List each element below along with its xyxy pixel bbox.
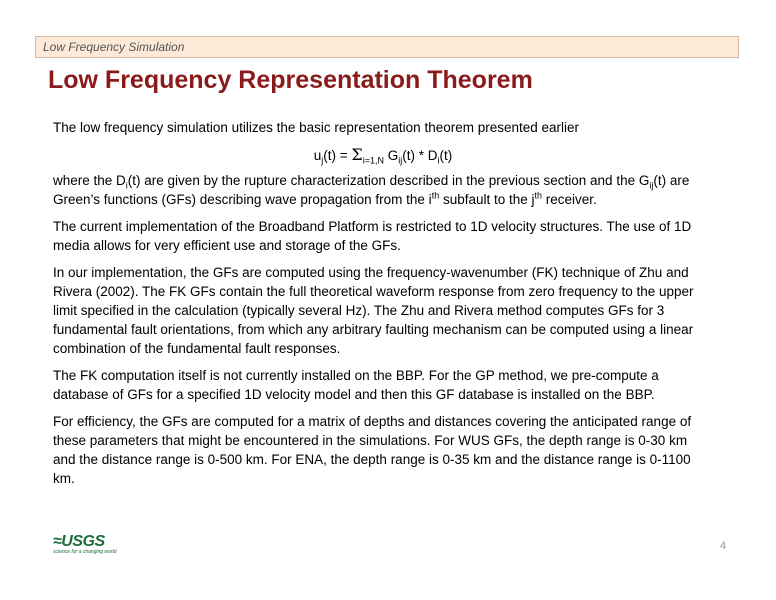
page-number: 4 <box>720 540 727 552</box>
where-c: (t) are Green’s functions (GFs) describing wave propagation from the i <box>53 173 690 207</box>
section-header-bar <box>35 36 739 58</box>
eq-t3: (t) <box>439 148 453 163</box>
where-d: subfault to the j <box>439 192 535 207</box>
eq-g: G <box>383 148 399 163</box>
eq-u-sub: j <box>321 155 324 166</box>
where-a-sub: i <box>125 180 128 191</box>
eq-sum-sub: i=1,N <box>362 155 384 166</box>
eq-g-sub: ij <box>398 155 403 166</box>
representation-equation <box>53 145 713 165</box>
where-a: where the D <box>53 173 126 188</box>
eq-d-sub: i <box>437 155 440 166</box>
implementation-paragraph: The current implementation of the Broadband Platform is restricted to 1D velocity structures. The use of 1D media allows for very efficient use and storage of the GFs. <box>53 219 692 253</box>
where-b-sub: ij <box>649 180 654 191</box>
slide-body <box>53 118 713 496</box>
efficiency-paragraph: For efficiency, the GFs are computed for a matrix of depths and distances covering the anticipated range of these parameters that might be encountered in the simulations. For WUS GFs, the depth range is 0-30 km and the distance range is 0-500 km. For ENA, the depth range is 0-35 km and the distance range is 0-1100 km. <box>53 414 692 486</box>
eq-u: u <box>313 148 322 163</box>
eq-t2: (t) * D <box>402 148 438 163</box>
slide-title: Low Frequency Representation Theorem <box>48 66 533 94</box>
usgs-logo-tagline: science for a changing world <box>53 549 117 555</box>
eq-sigma: Σ <box>351 145 363 164</box>
section-header-label: Low Frequency Simulation <box>43 40 185 54</box>
where-d-sup: th <box>534 190 543 201</box>
fk-paragraph: In our implementation, the GFs are computed using the frequency-wavenumber (FK) technique of Zhu and Rivera (2002). The FK GFs contain the full theoretical waveform response from zero frequency to the upper limit specified in the calculation (typically several Hz). The Zhu and Rivera method computes GFs for 3 fundamental fault orientations, from which any arbitrary faulting mechanism can be computed using a linear combination of the fundamental fault responses. <box>53 265 694 356</box>
where-paragraph <box>53 171 713 209</box>
where-b: (t) are given by the rupture characterization described in the previous section and the G <box>127 173 650 188</box>
bbp-paragraph: The FK computation itself is not currently installed on the BBP. For the GP method, we pre-compute a database of GFs for a specified 1D velocity model and then this GF database is installed on the BBP. <box>53 368 659 402</box>
intro-paragraph: The low frequency simulation utilizes the basic representation theorem presented earlier <box>53 120 580 135</box>
eq-t1: (t) = <box>323 148 352 163</box>
where-c-sup: th <box>431 190 440 201</box>
usgs-logo-mark: ≈USGS <box>53 533 105 550</box>
where-e: receiver. <box>542 192 597 207</box>
usgs-logo <box>53 533 117 557</box>
